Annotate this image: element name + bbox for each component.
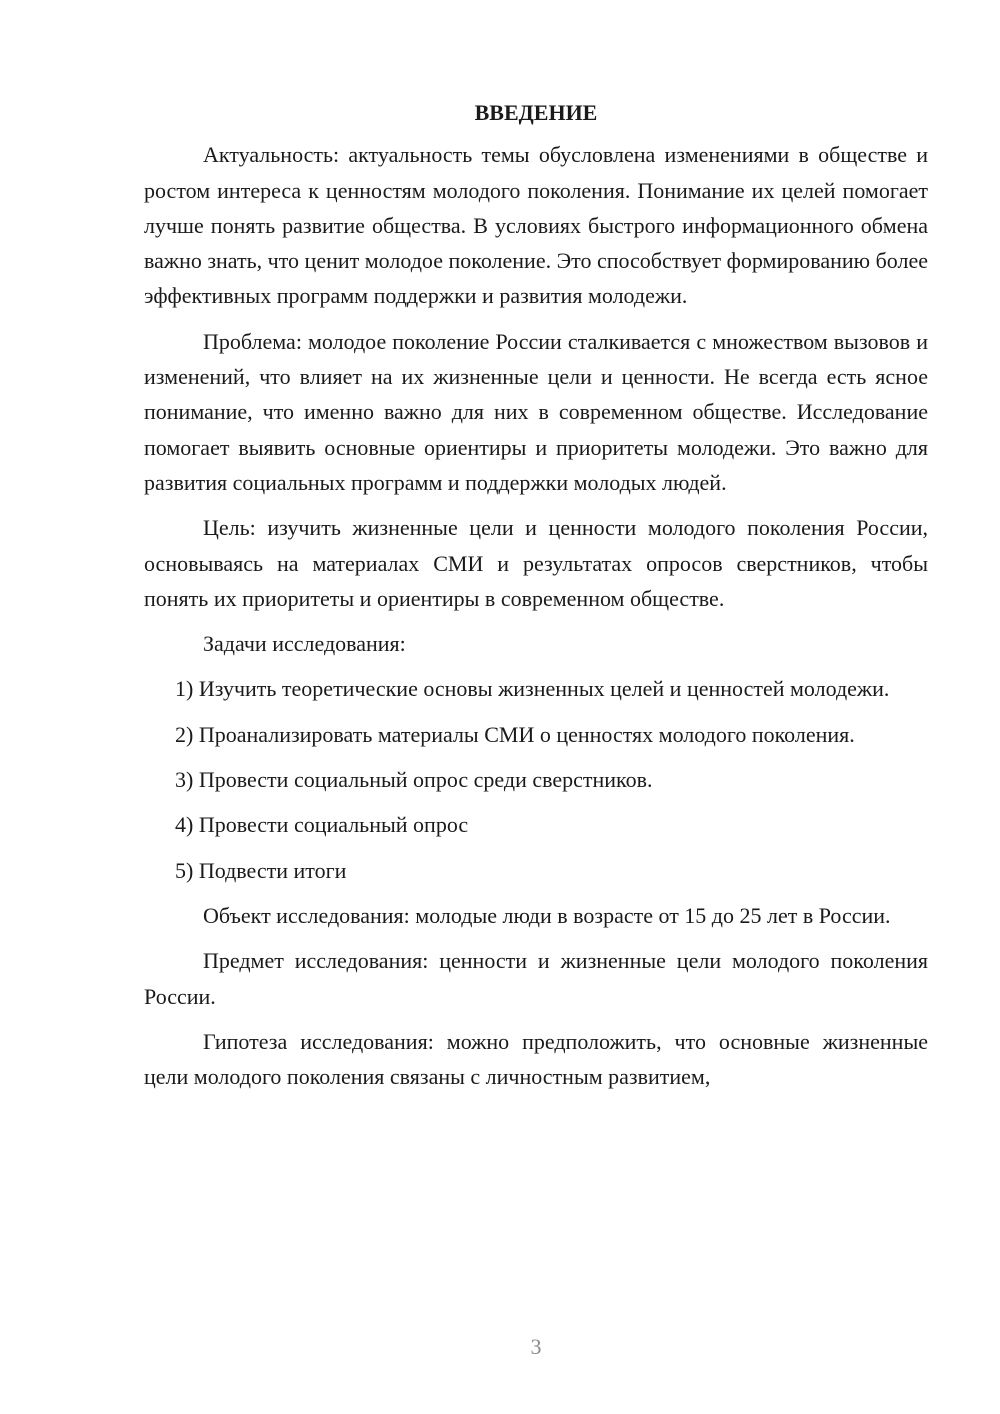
tasks-heading: Задачи исследования: <box>203 631 406 657</box>
hypothesis-paragraph: Гипотеза исследования: можно предположить, что основные жизненные цели молодого поколения связаны с личностным развитием, <box>144 1028 928 1090</box>
page-number: 3 <box>530 1334 542 1359</box>
relevance-paragraph: Актуальность: актуальность темы обусловлена изменениями в обществе и ростом интереса к ценностям молодого поколения. Понимание их целей помогает лучше понять развитие общества. В условиях быстрого информационного обмена важно знать, что ценит молодое поколение. Это способствует формированию более эффективных программ поддержки и развития молодежи. <box>144 142 928 309</box>
page-content <box>144 95 928 1094</box>
task-item: 5) Подвести итоги <box>175 857 347 883</box>
task-item: 3) Провести социальный опрос среди сверстников. <box>175 767 653 793</box>
problem-paragraph: Проблема: молодое поколение России сталкивается с множеством вызовов и изменений, что влияет на их жизненные цели и ценности. Не всегда есть ясное понимание, что именно важно для них в современном обществе. Исследование помогает выявить основные ориентиры и приоритеты молодежи. Это важно для развития социальных программ и поддержки молодых людей. <box>144 328 928 495</box>
object-paragraph: Объект исследования: молодые люди в возрасте от 15 до 25 лет в России. <box>203 902 891 928</box>
goal-paragraph: Цель: изучить жизненные цели и ценности молодого поколения России, основываясь на материалах СМИ и результатах опросов сверстников, чтобы понять их приоритеты и ориентиры в современном обществе. <box>144 515 928 611</box>
page-title: ВВЕДЕНИЕ <box>474 100 598 125</box>
task-item: 1) Изучить теоретические основы жизненных целей и ценностей молодежи. <box>175 676 890 702</box>
task-item: 4) Провести социальный опрос <box>175 812 469 838</box>
task-item: 2) Проанализировать материалы СМИ о ценностях молодого поколения. <box>175 721 855 747</box>
subject-paragraph: Предмет исследования: ценности и жизненные цели молодого поколения России. <box>144 948 928 1009</box>
